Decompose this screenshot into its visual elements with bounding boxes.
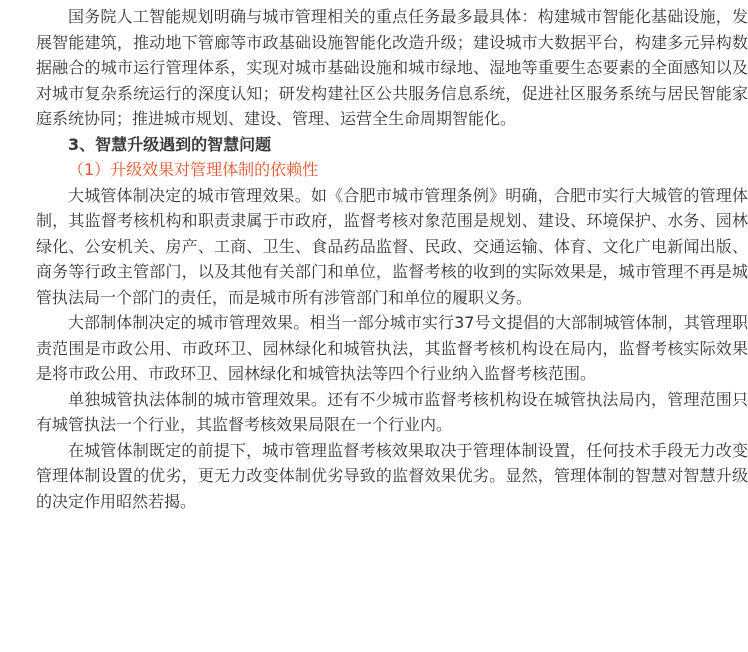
- subsection-heading: （1）升级效果对管理体制的依赖性: [68, 160, 319, 179]
- paragraph-conclusion: 在城管体制既定的前提下，城市管理监督考核效果取决于管理体制设置，任何技术手段无力改变管理体制设置的优劣，更无力改变体制优劣导致的监督效果优劣。显然，管理体制的智慧对智慧升级的决定作用昭然若揭。: [36, 440, 748, 511]
- section-heading: 3、智慧升级遇到的智慧问题: [68, 134, 272, 154]
- paragraph-standalone-enforcement: 单独城管执法体制的城市管理效果。还有不少城市监督考核机构设在城管执法局内，管理范围只有城管执法一个行业，其监督考核效果局限在一个行业内。: [36, 389, 748, 434]
- paragraph-super-ministry-system: 大部制体制决定的城市管理效果。相当一部分城市实行37号文提倡的大部制城管体制，其管理职责范围是市政公用、市政环卫、园林绿化和城管执法，其监督考核机构设在局内，监督考核实际效果是将市政公用、市政环卫、园林绿化和城管执法等四个行业纳入监督考核范围。: [36, 313, 748, 383]
- paragraph-big-city-management: 大城管体制决定的城市管理效果。如《合肥市城市管理条例》明确，合肥市实行大城管的管理体制，其监督考核机构和职责隶属于市政府，监督考核对象范围是规划、建设、环境保护、水务、园林绿化、公安机关、房产、工商、卫生、食品药品监督、民政、交通运输、体育、文化广电新闻出版、商务等行政主管部门，以及其他有关部门和单位，监督考核的收到的实际效果是，城市管理不再是城管执法局一个部门的责任，而是城市所有涉管部门和单位的履职义务。: [36, 185, 748, 307]
- article-body: [36, 0, 748, 514]
- intro-paragraph: 国务院人工智能规划明确与城市管理相关的重点任务最多最具体：构建城市智能化基础设施，发展智能建筑，推动地下管廊等市政基础设施智能化改造升级；建设城市大数据平台，构建多元异构数据融合的城市运行管理体系，实现对城市基础设施和城市绿地、湿地等重要生态要素的全面感知以及对城市复杂系统运行的深度认知；研发构建社区公共服务信息系统，促进社区服务系统与居民智能家庭系统协同；推进城市规划、建设、管理、运营全生命周期智能化。: [36, 7, 748, 128]
